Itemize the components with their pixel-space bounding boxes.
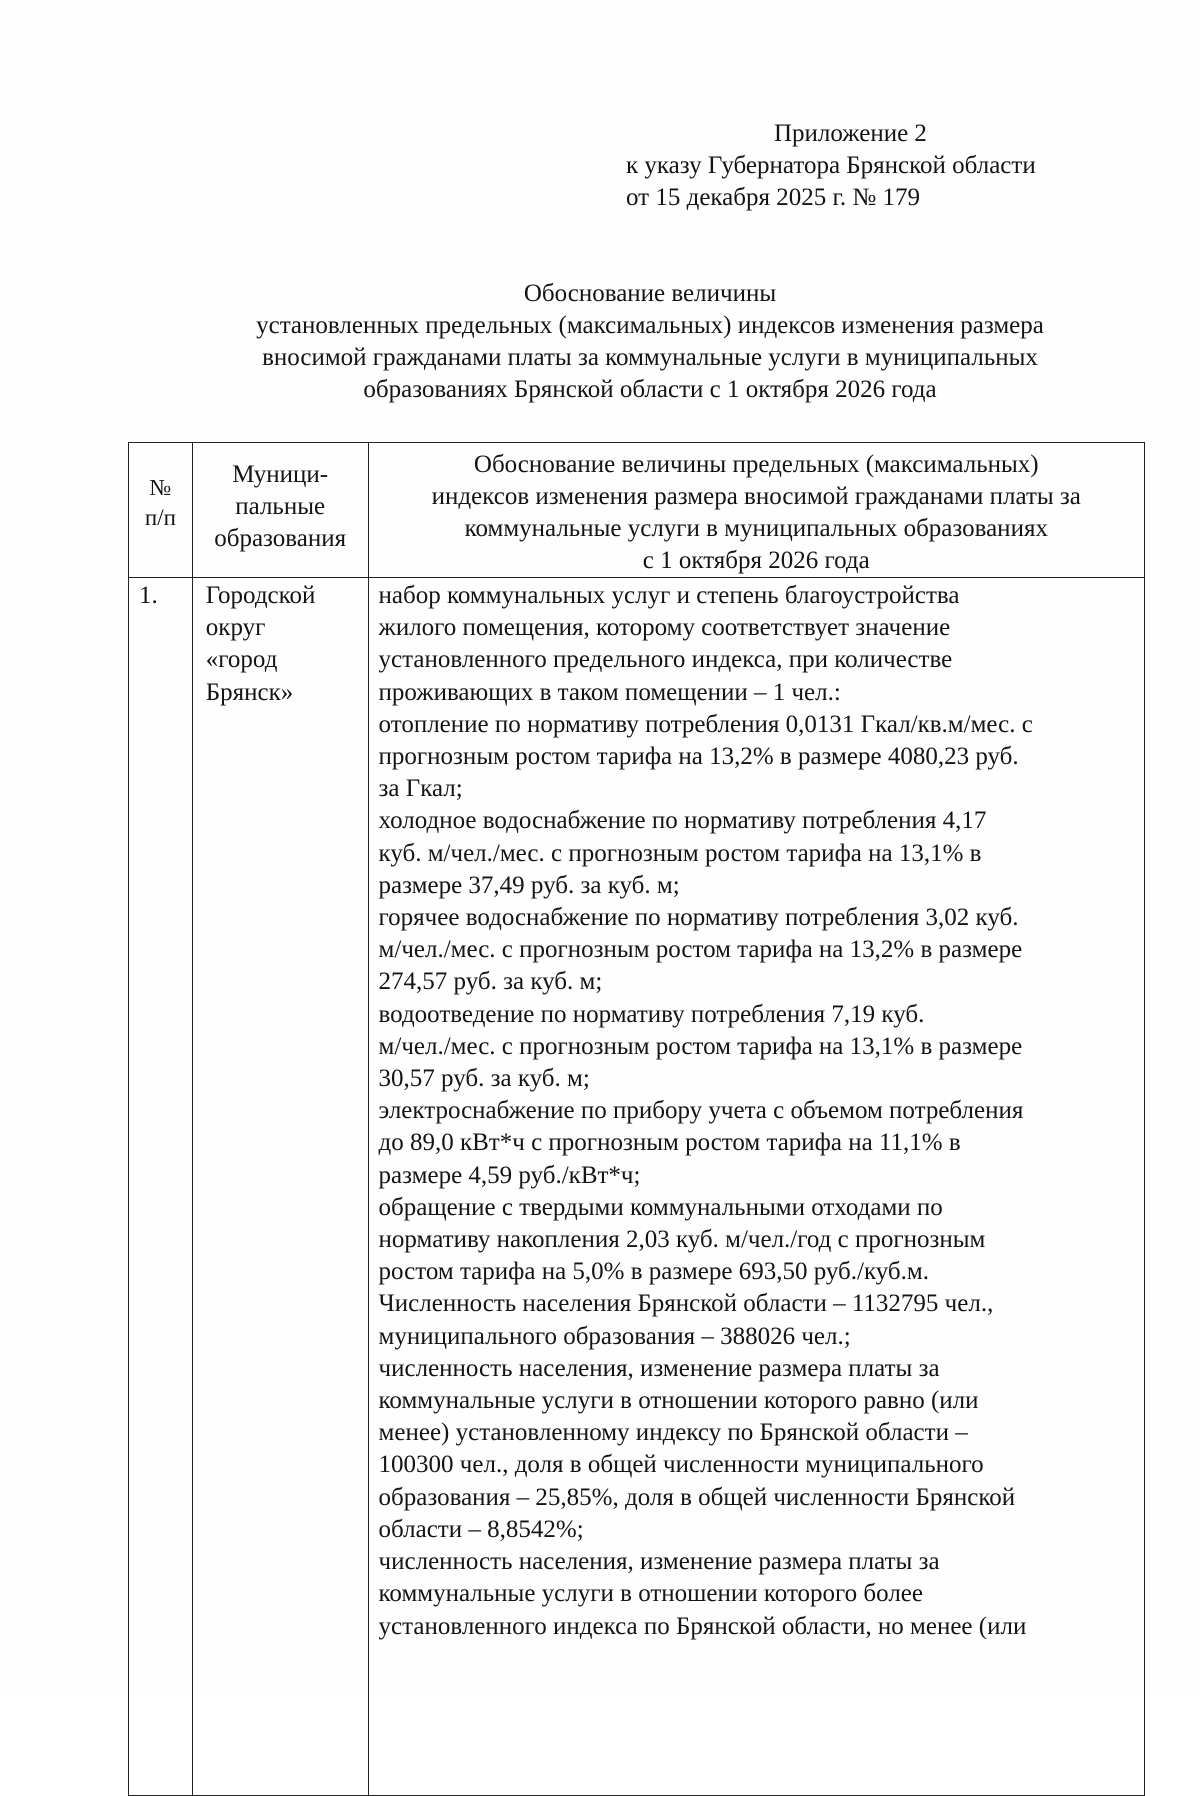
header-municipality-line: образования <box>214 525 347 552</box>
description-line: муниципального образования – 388026 чел.; <box>378 1322 851 1350</box>
municipality-line: Брянск» <box>205 678 294 706</box>
description-line: 30,57 руб. за куб. м; <box>378 1065 590 1093</box>
description-line: установленного предельного индекса, при количестве <box>378 646 953 674</box>
header-number-line: п/п <box>144 505 176 530</box>
row-description <box>368 578 1144 1796</box>
description-line: численность населения, изменение размера платы за <box>378 1354 940 1382</box>
title-line: образованиях Брянской области с 1 октября 2026 года <box>363 376 937 403</box>
municipality-line: «город <box>205 646 278 674</box>
description-line: размере 4,59 руб./кВт*ч; <box>378 1161 641 1189</box>
description-line: отопление по нормативу потребления 0,0131 Гкал/кв.м/мес. с <box>378 710 1033 738</box>
document-title <box>130 278 1170 406</box>
table-row <box>129 578 1145 1796</box>
description-line: обращение с твердыми коммунальными отходами по <box>378 1193 943 1221</box>
description-line: за Гкал; <box>378 775 463 803</box>
row-number: 1. <box>129 578 193 1796</box>
appendix-title: Приложение 2 <box>774 120 927 147</box>
municipality-line: округ <box>205 614 266 642</box>
description-line: численность населения, изменение размера платы за <box>378 1548 940 1576</box>
title-line: установленных предельных (максимальных) индексов изменения размера <box>256 312 1044 339</box>
header-description <box>368 443 1144 578</box>
description-line: жилого помещения, которому соответствует значение <box>378 614 951 642</box>
header-number-line: № <box>149 475 172 500</box>
description-line: м/чел./мес. с прогнозным ростом тарифа на 13,2% в размере <box>378 936 1023 964</box>
table-header-row <box>129 443 1145 578</box>
description-line: горячее водоснабжение по нормативу потребления 3,02 куб. <box>378 904 1019 932</box>
header-number <box>129 443 193 578</box>
description-line: водоотведение по нормативу потребления 7,19 куб. <box>378 1000 925 1028</box>
description-line: области – 8,8542%; <box>378 1515 584 1543</box>
description-line: прогнозным ростом тарифа на 13,2% в размере 4080,23 руб. <box>378 743 1019 771</box>
header-municipality-line: пальные <box>235 493 326 520</box>
header-description-line: коммунальные услуги в муниципальных образованиях <box>464 515 1048 542</box>
municipality-line: Городской <box>205 582 316 609</box>
appendix-date: от 15 декабря 2025 г. № 179 <box>626 184 921 211</box>
description-line: м/чел./мес. с прогнозным ростом тарифа на 13,1% в размере <box>378 1032 1023 1060</box>
justification-table <box>128 442 1145 1796</box>
description-line: менее) установленному индексу по Брянской области – <box>378 1419 968 1447</box>
description-line: размере 37,49 руб. за куб. м; <box>378 871 680 899</box>
description-line: образования – 25,85%, доля в общей численности Брянской <box>378 1483 1016 1511</box>
appendix-reference <box>626 118 1036 214</box>
description-line: коммунальные услуги в отношении которого более <box>378 1580 923 1608</box>
description-line: установленного индекса по Брянской области, но менее (или <box>378 1612 1027 1640</box>
description-line: проживающих в таком помещении – 1 чел.: <box>378 678 841 706</box>
description-line: нормативу накопления 2,03 куб. м/чел./год с прогнозным <box>378 1226 986 1254</box>
header-municipality-line: Муници- <box>232 461 329 488</box>
header-municipality <box>192 443 368 578</box>
description-line: коммунальные услуги в отношении которого равно (или <box>378 1387 979 1415</box>
title-line: Обоснование величины <box>523 280 777 307</box>
description-line: до 89,0 кВт*ч с прогнозным ростом тарифа на 11,1% в <box>378 1129 961 1157</box>
description-line: набор коммунальных услуг и степень благоустройства <box>378 582 960 609</box>
description-line: холодное водоснабжение по нормативу потребления 4,17 <box>378 807 987 835</box>
description-line: электроснабжение по прибору учета с объемом потребления <box>378 1097 1024 1125</box>
header-description-line: индексов изменения размера вносимой гражданами платы за <box>431 483 1081 510</box>
header-description-line: с 1 октября 2026 года <box>642 547 870 574</box>
header-description-line: Обоснование величины предельных (максимальных) <box>473 451 1039 478</box>
description-line: 100300 чел., доля в общей численности муниципального <box>378 1451 984 1479</box>
row-municipality <box>192 578 368 1796</box>
description-line: Численность населения Брянской области – 1132795 чел., <box>378 1290 994 1318</box>
description-line: ростом тарифа на 5,0% в размере 693,50 руб./куб.м. <box>378 1258 929 1286</box>
description-line: 274,57 руб. за куб. м; <box>378 968 603 996</box>
appendix-decree: к указу Губернатора Брянской области <box>626 152 1036 179</box>
description-line: куб. м/чел./мес. с прогнозным ростом тарифа на 13,1% в <box>378 839 982 867</box>
title-line: вносимой гражданами платы за коммунальные услуги в муниципальных <box>262 344 1038 371</box>
